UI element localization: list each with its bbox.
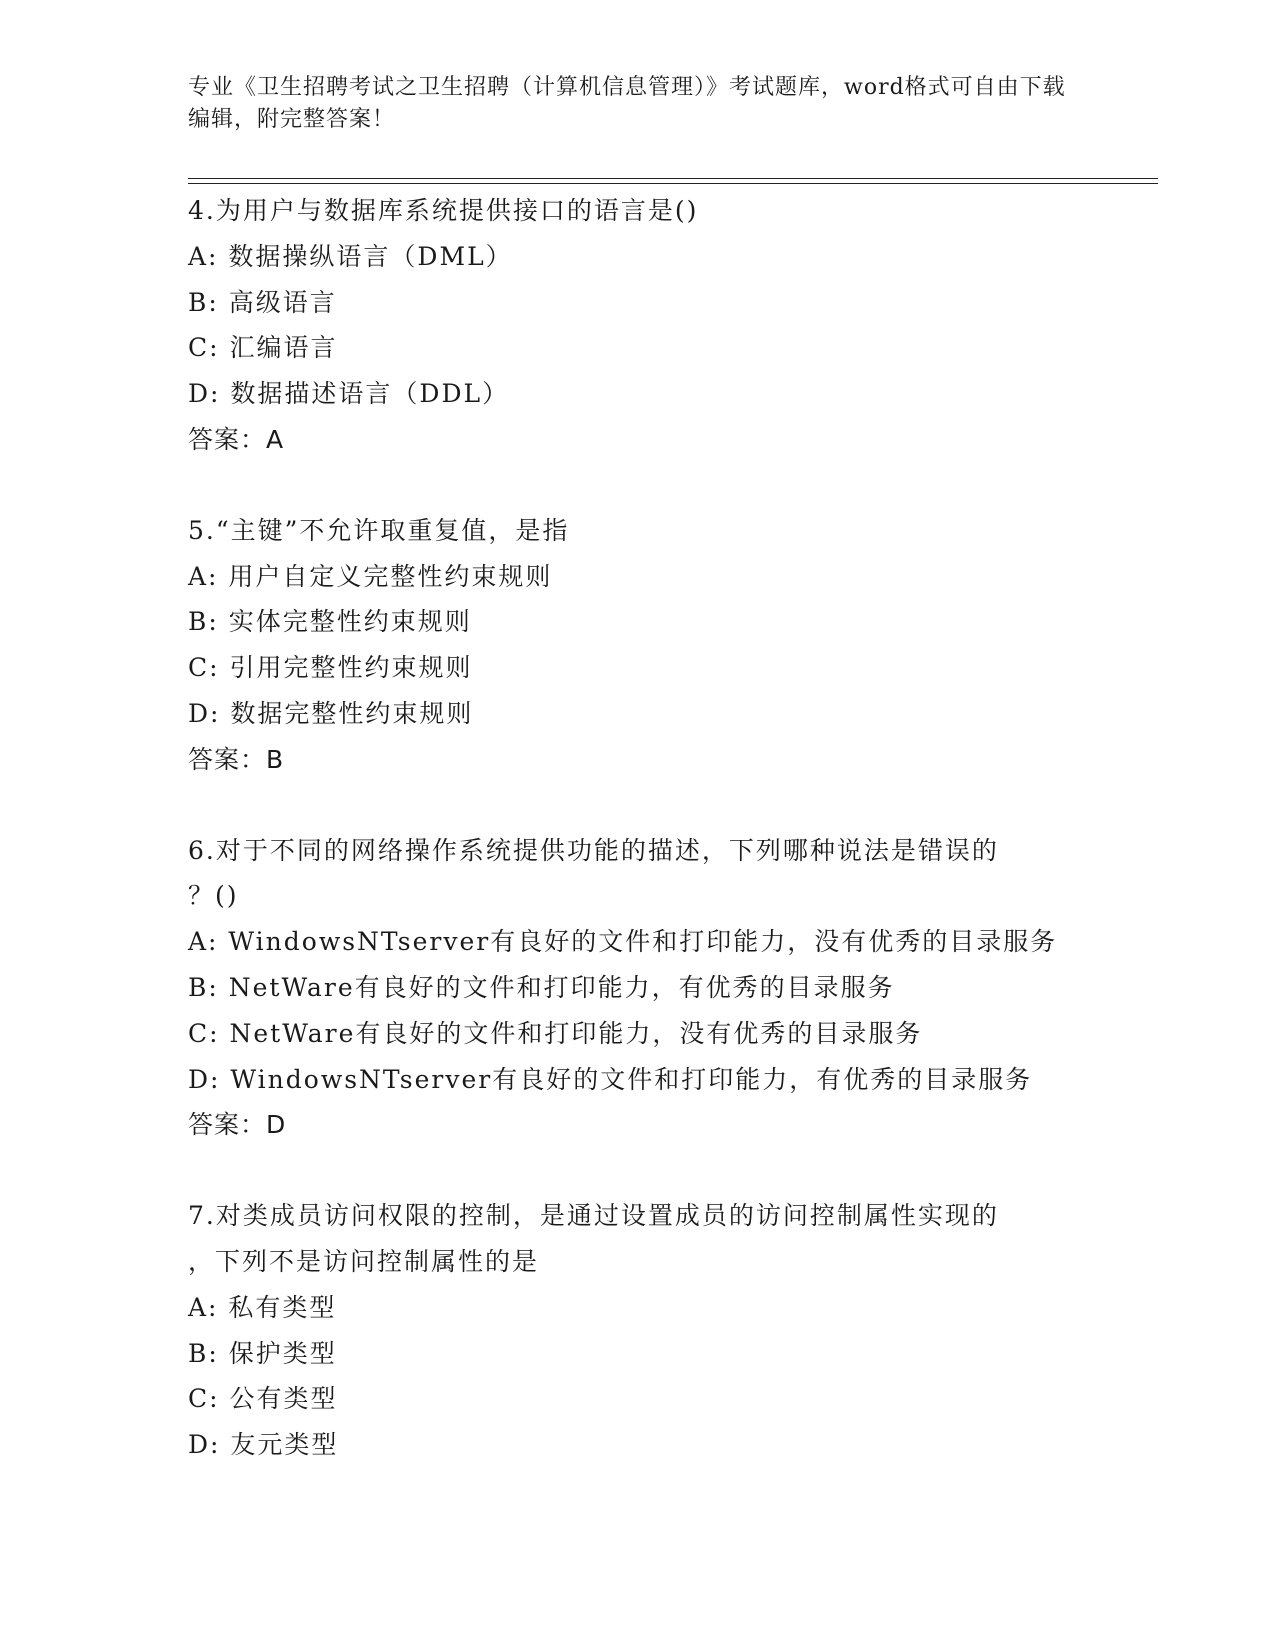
question-stem: 5.“主键”不允许取重复值，是指 [188,515,570,545]
spacer [188,1148,1088,1193]
question-stem-line-1: 7.对类成员访问权限的控制，是通过设置成员的访问控制属性实现的 [188,1201,999,1231]
header-divider-top [188,178,1158,179]
question-stem: 4.为用户与数据库系统提供接口的语言是() [188,196,699,225]
option-c: C: 汇编语言 [188,333,338,363]
answer-label: 答案：D [188,1110,287,1140]
option-c: C: 引用完整性约束规则 [188,653,473,683]
option-c: C: 公有类型 [188,1384,338,1414]
spacer [188,463,1088,508]
header-divider-bottom [188,183,1158,184]
option-a: A: WindowsNTserver有良好的文件和打印能力，没有优秀的目录服务 [188,927,1058,957]
question-5 [188,508,1088,783]
question-stem-line-2: ，下列不是访问控制属性的是 [188,1246,540,1276]
option-b: B: 保护类型 [188,1338,337,1368]
option-c: C: NetWare有良好的文件和打印能力，没有优秀的目录服务 [188,1018,923,1048]
answer-label: 答案：B [188,744,285,774]
answer-label: 答案：A [188,424,285,454]
question-list [188,188,1088,1468]
question-7 [188,1193,1088,1468]
option-d: D: 数据描述语言（DDL） [188,379,510,409]
question-6 [188,828,1088,1149]
option-b: B: 实体完整性约束规则 [188,607,472,637]
option-a: A: 数据操纵语言（DML） [188,241,513,271]
option-a: A: 私有类型 [188,1292,337,1322]
option-b: B: 高级语言 [188,287,337,317]
option-d: D: 友元类型 [188,1430,339,1460]
option-d: D: 数据完整性约束规则 [188,698,474,728]
question-stem-line-2: ？() [188,881,239,911]
spacer [188,783,1088,828]
question-4 [188,188,1088,463]
option-a: A: 用户自定义完整性约束规则 [188,561,553,591]
question-stem-line-1: 6.对于不同的网络操作系统提供功能的描述，下列哪种说法是错误的 [188,835,999,865]
option-d: D: WindowsNTserver有良好的文件和打印能力，有优秀的目录服务 [188,1064,1033,1094]
document-intro: 专业《卫生招聘考试之卫生招聘（计算机信息管理）》考试题库，word格式可自由下载编辑，附完整答案！ [188,75,1066,132]
option-b: B: NetWare有良好的文件和打印能力，有优秀的目录服务 [188,972,895,1002]
